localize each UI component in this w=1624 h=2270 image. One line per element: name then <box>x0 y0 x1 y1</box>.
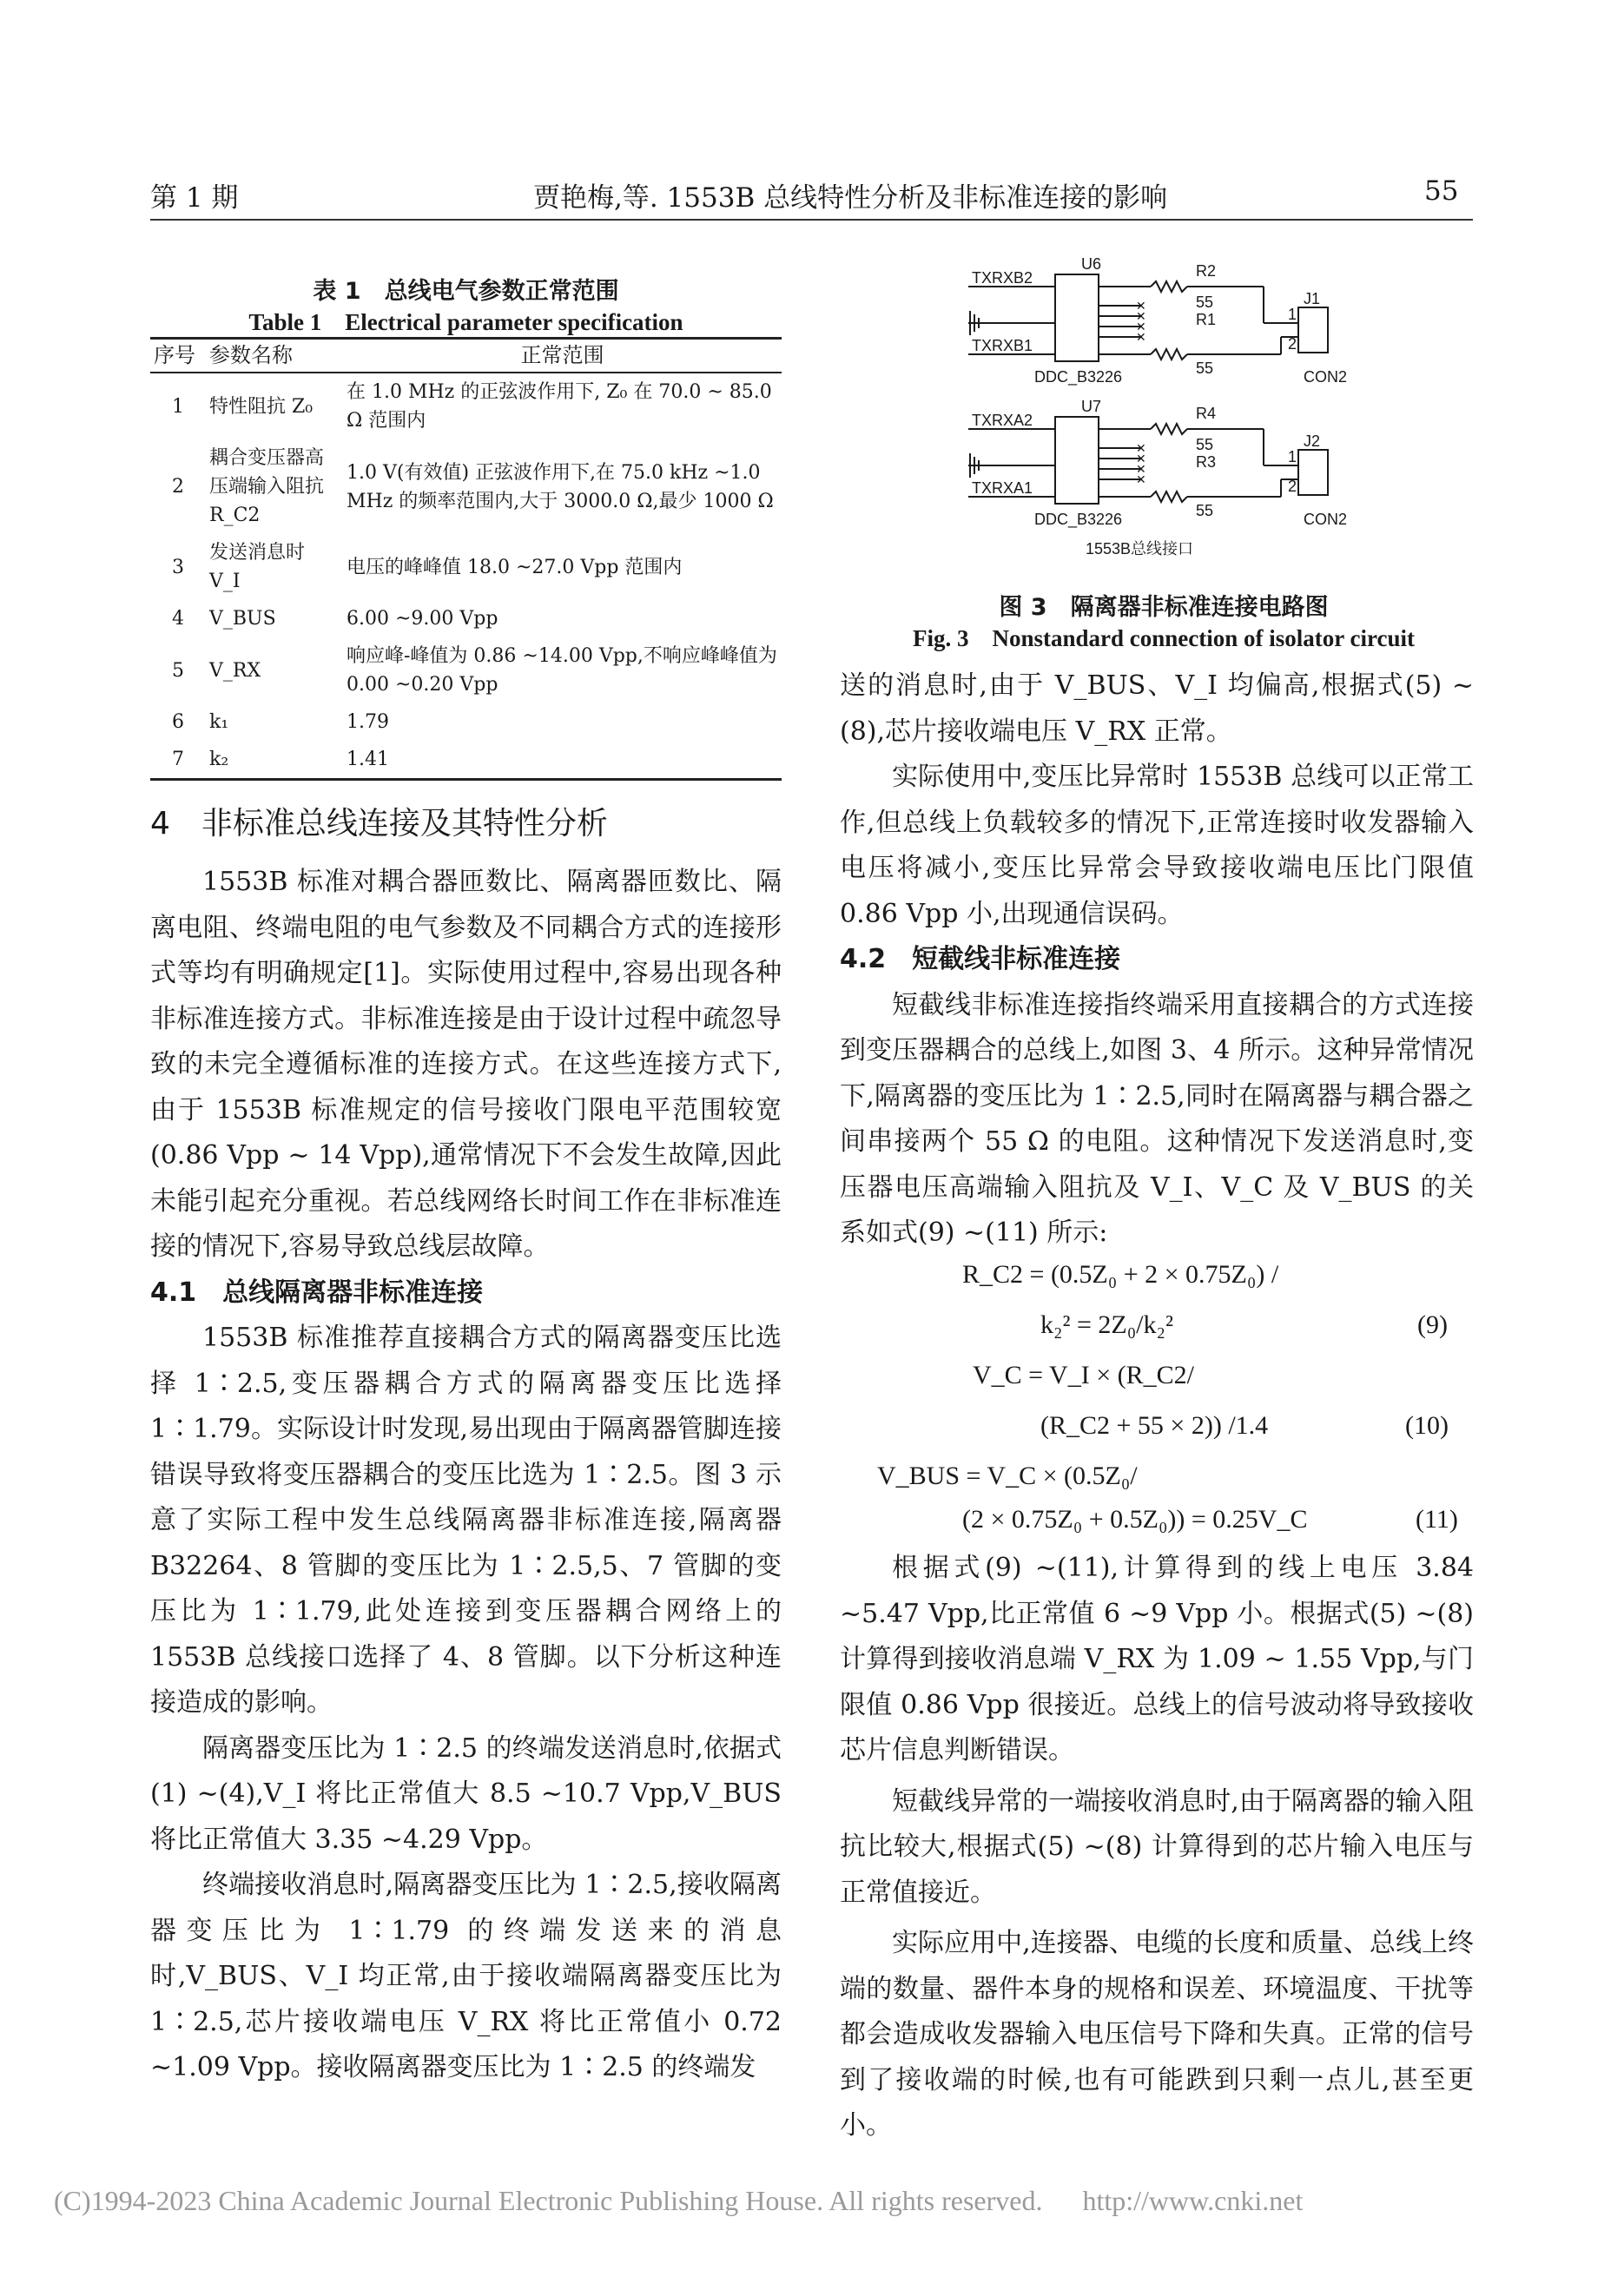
cnki-url[interactable]: http://www.cnki.net <box>1082 2185 1304 2216</box>
equation-11-line-2: (2 × 0.75Z₀ + 0.5Z₀)) = 0.25V_C <box>962 1505 1308 1534</box>
txrxa1-label: TXRXA1 <box>972 479 1033 497</box>
txrxb1-label: TXRXB1 <box>972 337 1033 354</box>
column-header: 序号 <box>150 339 206 373</box>
figure-caption-en: Fig. 3 Nonstandard connection of isolator circuit <box>913 625 1415 651</box>
table-row <box>150 439 782 534</box>
figure-caption-cn: 图 3 隔离器非标准连接电路图 <box>999 594 1329 621</box>
con-label-lower: CON2 <box>1304 511 1348 528</box>
parameter-name: k₂ <box>206 741 343 780</box>
paragraph: 实际使用中,变压比异常时 1553B 总线可以正常工作,但总线上负载较多的情况下,正常连接时收发器输入电压将减小,变压比异常会导致接收端电压比门限值 0.86 Vpp 小,出现通信误码。 <box>840 762 1474 929</box>
isolator-circuit-diagram <box>960 252 1368 569</box>
svg-text:✕: ✕ <box>1136 441 1146 455</box>
paragraph: 根据式(9) ~(11),计算得到的线上电压 3.84 ~5.47 Vpp,比正常值 6 ~9 Vpp 小。根据式(5) ~(8) 计算得到接收消息端 V_RX 为 1.09 ~ 1.55 Vpp,与门限值 0.86 Vpp 很接近。总线上的信号波动将导致接收芯片信息判断错误。 <box>840 1553 1474 1765</box>
equation-9-line-2: k₂² = 2Z₀/k₂² <box>1040 1310 1173 1339</box>
r3-value: 55 <box>1196 502 1214 519</box>
column-header: 正常范围 <box>343 339 782 373</box>
j2-pin2: 2 <box>1288 478 1297 495</box>
paragraph: 隔离器变压比为 1∶2.5 的终端发送消息时,依据式(1) ~(4),V_I 将比正常值大 8.5 ~10.7 Vpp,V_BUS 将比正常值大 3.35 ~4.29 Vpp。 <box>150 1732 782 1855</box>
normal-range: 电压的峰峰值 18.0 ~27.0 Vpp 范围内 <box>347 556 683 578</box>
subsection-4-1-title: 4.1 总线隔离器非标准连接 <box>150 1277 484 1308</box>
row-number: 5 <box>172 659 184 682</box>
table-row <box>150 534 782 600</box>
normal-range: 1.41 <box>343 741 782 780</box>
header-rule <box>150 219 1473 221</box>
parameter-name: V_RX <box>209 659 261 682</box>
paragraph: 1553B 标准推荐直接耦合方式的隔离器变压比选择 1∶2.5,变压器耦合方式的隔离器变压比选择 1∶1.79。实际设计时发现,易出现由于隔离器管脚连接错误导致将变压器耦合的变压比选为 1∶2.5。图 3 示意了实际工程中发生总线隔离器非标准连接,隔离器 B32264、8 管脚的变压比为 1∶2.5,5、7 管脚的变压比为 1∶1.79,此处连接到变压器耦合网络上的 1553B 总线接口选择了 4、8 管脚。以下分析这种连接造成的影响。 <box>150 1323 782 1718</box>
parameter-name: 发送消息时 V_I <box>209 542 306 592</box>
con-label-upper: CON2 <box>1304 368 1348 386</box>
bus-interface-label: 1553B总线接口 <box>1086 540 1194 558</box>
column-header: 参数名称 <box>206 339 343 373</box>
paragraph: 送的消息时,由于 V_BUS、V_I 均偏高,根据式(5) ~(8),芯片接收端电压 V_RX 正常。 <box>840 670 1474 747</box>
parameter-name: V_BUS <box>209 608 276 630</box>
electrical-parameter-table <box>150 337 782 781</box>
txrxa2-label: TXRXA2 <box>972 412 1033 429</box>
copyright-text: (C)1994-2023 China Academic Journal Electronic Publishing House. All rights reserved. <box>54 2185 1043 2216</box>
svg-text:✕: ✕ <box>1136 452 1146 465</box>
svg-text:✕: ✕ <box>1136 320 1146 333</box>
r2-label: R2 <box>1196 262 1217 280</box>
running-header-title: 贾艳梅,等. 1553B 总线特性分析及非标准连接的影响 <box>533 182 1168 214</box>
row-number: 1 <box>172 395 184 418</box>
paragraph: 短截线非标准连接指终端采用直接耦合的方式连接到变压器耦合的总线上,如图 3、4 所示。这种异常情况下,隔离器的变压比为 1∶2.5,同时在隔离器与耦合器之间串接两个 55 Ω 的电阻。这种情况下发送消息时,变压器电压高端输入阻抗及 V_I、V_C 及 V_BUS 的关系如式(9) ~(11) 所示: <box>840 989 1474 1248</box>
page-number: 55 <box>1424 175 1459 207</box>
u7-label: U7 <box>1081 398 1102 415</box>
svg-text:✕: ✕ <box>1136 309 1146 323</box>
right-column-top <box>840 663 1474 1257</box>
paragraph: 实际应用中,连接器、电缆的长度和质量、总线上终端的数量、器件本身的规格和误差、环境温度、干扰等都会造成收发器输入电压信号下降和失真。正常的信号到了接收端的时候,也有可能跌到只剩一点儿,甚至更小。 <box>840 1928 1474 2141</box>
row-number: 2 <box>172 476 184 498</box>
normal-range: 6.00 ~9.00 Vpp <box>347 608 498 630</box>
table-row <box>150 637 782 703</box>
parameter-name: k₁ <box>209 711 229 733</box>
parameter-name: 特性阻抗 Z₀ <box>209 395 314 418</box>
row-number: 3 <box>172 556 184 578</box>
left-column <box>150 797 782 2091</box>
normal-range: 响应峰-峰值为 0.86 ~14.00 Vpp,不响应峰峰值为 0.00 ~0.20 Vpp <box>347 645 777 696</box>
row-number: 4 <box>172 608 184 630</box>
j1-pin1: 1 <box>1288 306 1297 323</box>
ddc-label-lower: DDC_B3226 <box>1034 511 1123 528</box>
table-row <box>150 600 782 637</box>
r4-value: 55 <box>1196 436 1214 453</box>
running-header-issue: 第 1 期 <box>150 182 239 214</box>
j2-label: J2 <box>1304 432 1321 450</box>
normal-range: 1.79 <box>347 711 389 733</box>
table-row <box>150 741 782 780</box>
r1-value: 55 <box>1196 360 1214 377</box>
svg-text:✕: ✕ <box>1136 299 1146 313</box>
normal-range: 1.0 V(有效值) 正弦波作用下,在 75.0 kHz ~1.0 MHz 的频率范围内,大于 3000.0 Ω,最少 1000 Ω <box>347 461 774 512</box>
table-header-row <box>150 339 782 373</box>
equation-9-number: (9) <box>1417 1310 1448 1339</box>
table-row <box>150 703 782 741</box>
equation-9-line-1: R_C2 = (0.5Z₀ + 2 × 0.75Z₀) / <box>962 1260 1279 1289</box>
row-number: 7 <box>150 741 206 780</box>
paragraph: 终端接收消息时,隔离器变压比为 1∶2.5,接收隔离器变压比为 1∶1.79 的终端发送来的消息时,V_BUS、V_I 均正常,由于接收端隔离器变压比为 1∶2.5,芯片接收端电压 V_RX 将比正常值小 0.72 ~1.09 Vpp。接收隔离器变压比为 1∶2.5 的终端发 <box>150 1870 782 2082</box>
r3-label: R3 <box>1196 453 1217 471</box>
right-column-bottom <box>840 1546 1474 2149</box>
normal-range: 在 1.0 MHz 的正弦波作用下, Z₀ 在 70.0 ~ 85.0 Ω 范围内 <box>347 381 772 432</box>
equation-10-line-2: (R_C2 + 55 × 2)) /1.4 <box>1040 1411 1269 1440</box>
paragraph: 短截线异常的一端接收消息时,由于隔离器的输入阻抗比较大,根据式(5) ~(8) 计算得到的芯片输入电压与正常值接近。 <box>840 1785 1474 1908</box>
j2-pin1: 1 <box>1288 448 1297 465</box>
copyright-footer <box>54 2185 1303 2217</box>
equation-11-line-1: V_BUS = V_C × (0.5Z₀/ <box>877 1462 1138 1490</box>
table-caption-en: Table 1 Electrical parameter specification <box>248 309 683 335</box>
j1-pin2: 2 <box>1288 335 1297 353</box>
r4-label: R4 <box>1196 405 1217 422</box>
svg-text:✕: ✕ <box>1136 330 1146 344</box>
table-row <box>150 373 782 439</box>
u6-label: U6 <box>1081 255 1102 273</box>
parameter-name: 耦合变压器高压端输入阻抗 R_C2 <box>209 447 325 526</box>
txrxb2-label: TXRXB2 <box>972 269 1033 287</box>
r1-label: R1 <box>1196 311 1217 328</box>
svg-text:✕: ✕ <box>1136 462 1146 476</box>
equation-11-number: (11) <box>1416 1505 1458 1534</box>
equation-10-number: (10) <box>1405 1411 1449 1440</box>
row-number: 6 <box>172 711 184 733</box>
svg-text:✕: ✕ <box>1136 472 1146 486</box>
equation-10-line-1: V_C = V_I × (R_C2/ <box>973 1361 1194 1389</box>
section-4-title: 4 非标准总线连接及其特性分析 <box>150 806 608 841</box>
j1-label: J1 <box>1304 290 1321 307</box>
subsection-4-2-title: 4.2 短截线非标准连接 <box>840 944 1121 974</box>
paragraph: 1553B 标准对耦合器匝数比、隔离器匝数比、隔离电阻、终端电阻的电气参数及不同耦合方式的连接形式等均有明确规定[1]。实际使用过程中,容易出现各种非标准连接方式。非标准连接是由于设计过程中疏忽导致的未完全遵循标准的连接方式。在这些连接方式下,由于 1553B 标准规定的信号接收门限电平范围较宽(0.86 Vpp ~ 14 Vpp),通常情况下不会发生故障,因此未能引起充分重视。若总线网络长时间工作在非标准连接的情况下,容易导致总线层故障。 <box>150 867 782 1262</box>
table-caption-cn: 表 1 总线电气参数正常范围 <box>313 278 619 305</box>
r2-value: 55 <box>1196 294 1214 311</box>
ddc-label-upper: DDC_B3226 <box>1034 368 1123 386</box>
